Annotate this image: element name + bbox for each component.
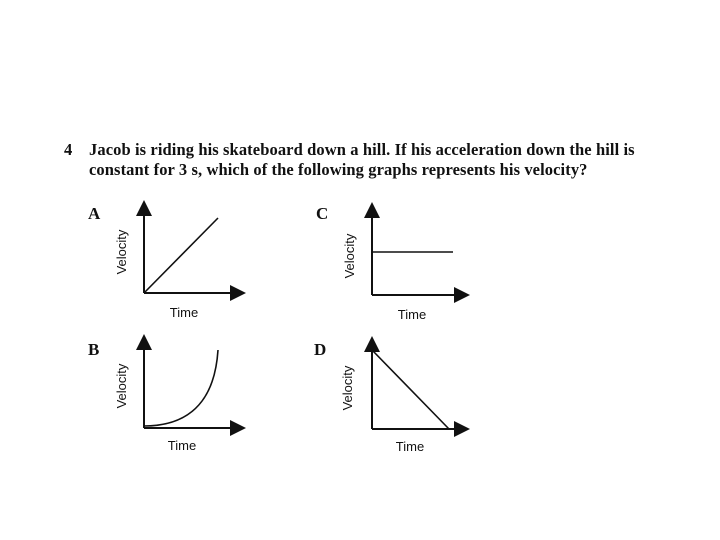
y-axis-label: Velocity [340,365,355,411]
question-line-1: Jacob is riding his skateboard down a hill. If his acceleration down the hill is [89,140,635,159]
y-axis-label: Velocity [114,229,129,275]
velocity-curve [372,350,449,429]
question-line-2: constant for 3 s, which of the following graphs represents his velocity? [89,160,588,179]
question-number: 4 [64,140,73,159]
velocity-curve [144,350,218,426]
velocity-curve [144,218,218,293]
option-a-graph[interactable] [108,200,248,325]
x-axis-label: Time [395,439,425,454]
x-axis-label: Time [397,307,427,322]
option-d-letter[interactable]: D [314,340,327,359]
y-axis-label: Velocity [342,233,357,279]
x-axis-label: Time [169,305,199,320]
x-axis-label: Time [167,438,197,453]
option-c-graph[interactable] [336,202,476,327]
option-a-letter[interactable]: A [88,204,101,223]
option-b-graph[interactable] [108,334,248,459]
question-text [89,140,699,180]
option-b-letter[interactable]: B [88,340,100,359]
option-d-graph[interactable] [336,336,476,461]
y-axis-label: Velocity [114,363,129,409]
option-c-letter[interactable]: C [316,204,329,223]
